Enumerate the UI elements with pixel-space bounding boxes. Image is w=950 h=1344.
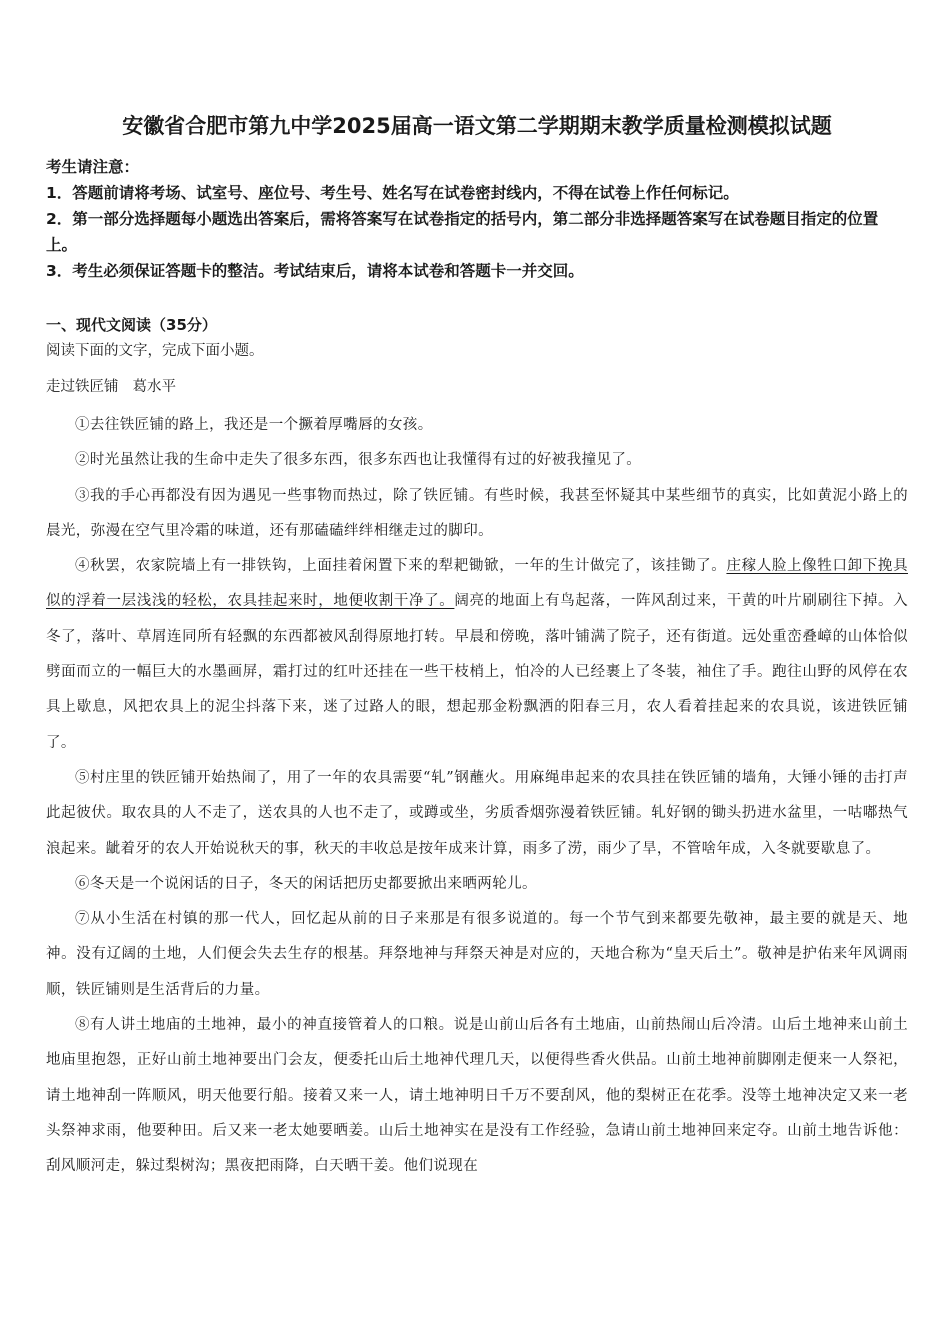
paragraph-6: ⑥冬天是一个说闲话的日子，冬天的闲话把历史都要掀出来晒两轮儿。 [75,875,537,892]
notice-item-3: 3．考生必须保证答题卡的整洁。考试结束后，请将本试卷和答题卡一并交回。 [46,262,584,280]
paragraph-2: ②时光虽然让我的生命中走失了很多东西，很多东西也让我懂得有过的好被我撞见了。 [75,452,642,469]
paragraph-7: ⑦从小生活在村镇的那一代人，回忆起从前的日子来那是有很多说道的。每一个节气到来都要先敬神，最主要的就是天、地神。没有辽阔的土地，人们便会失去生存的根基。拜祭地神与拜祭天神是对应的，天地合称为“皇天后土”。敬神是护佑来年风调雨顺，铁匠铺则是生活背后的力量。 [46,911,908,998]
reading-instruction: 阅读下面的文字，完成下面小题。 [46,343,264,359]
paragraph-4-rest: 阔亮的地面上有鸟起落，一阵风刮过来，干黄的叶片刷刷往下掉。入冬了，落叶、草屑连同所有轻飘的东西都被风刮得原地打转。早晨和傍晚，落叶铺满了院子，还有街道。远处重峦叠嶂的山体恰似劈面而立的一幅巨大的水墨画屏，霜打过的红叶还挂在一些干枝梢上，怕冷的人已经裹上了冬装，袖住了手。跑往山野的风停在农具上歇息，风把农具上的泥尘抖落下来，迷了过路人的眼，想起那金粉飘洒的阳春三月，农人看着挂起来的农具说，该进铁匠铺了。 [46,593,908,751]
notice-heading: 考生请注意： [46,158,140,176]
article-byline [46,374,908,400]
paragraph-8: ⑧有人讲土地庙的土地神，最小的神直接管着人的口粮。说是山前山后各有土地庙，山前热闹山后冷清。山后土地神来山前土地庙里抱怨，正好山前土地神要出门会友，便委托山后土地神代理几天，以便得些香火供品。山前土地神前脚刚走便来一人祭祀，请土地神刮一阵顺风，明天他要行船。接着又来一人，请土地神明日千万不要刮风，他的梨树正在花季。没等土地神决定又来一老头祭神求雨，他要种田。后又来一老太她要晒姜。山后土地神实在是没有工作经验，急请山前土地神回来定夺。山前土地告诉他：刮风顺河走，躲过梨树沟；黑夜把雨降，白天晒干姜。他们说现在 [46,1017,908,1175]
notice-item-1: 1．答题前请将考场、试室号、座位号、考生号、姓名写在试卷密封线内，不得在试卷上作任何标记。 [46,184,739,202]
paragraph-4 [46,549,908,761]
article-title: 走过铁匠铺 [46,379,119,395]
section-heading: 一、现代文阅读（35分） [46,316,217,334]
paragraph-3: ③我的手心再都没有因为遇见一些事物而热过，除了铁匠铺。有些时候，我甚至怀疑其中某些细节的真实，比如黄泥小路上的晨光，弥漫在空气里冷霜的味道，还有那磕磕绊绊相继走过的脚印。 [46,487,908,539]
paragraph-4-start: ④秋罢，农家院墙上有一排铁钩，上面挂着闲置下来的犁耙锄锨，一年的生计做完了，该挂锄了。 [75,558,727,575]
article-body [46,408,908,1185]
exam-title: 安徽省合肥市第九中学2025届高一语文第二学期期末教学质量检测模拟试题 [122,114,832,138]
paragraph-1: ①去往铁匠铺的路上，我还是一个撅着厚嘴唇的女孩。 [75,417,433,433]
exam-page [46,110,908,1185]
paragraph-5: ⑤村庄里的铁匠铺开始热闹了，用了一年的农具需要“轧”钢蘸火。用麻绳串起来的农具挂在铁匠铺的墙角，大锤小锤的击打声此起彼伏。取农具的人不走了，送农具的人也不走了，或蹲或坐，劣质香烟弥漫着铁匠铺。轧好钢的锄头扔进水盆里，一咕嘟热气浪起来。龇着牙的农人开始说秋天的事，秋天的丰收总是按年成来计算，雨多了涝，雨少了旱，不管啥年成，入冬就要歇息了。 [46,769,908,857]
article-author: 葛水平 [132,379,176,395]
notice-item-2: 2．第一部分选择题每小题选出答案后，需将答案写在试卷指定的括号内，第二部分非选择题答案写在试卷题目指定的位置上。 [46,210,879,254]
underlined-sentence: 庄稼人脸上像牲口卸下挽具似的浮着一层浅浅的轻松，农具挂起来时，地便收割干净了。 [46,558,908,610]
candidate-notice [46,154,908,284]
